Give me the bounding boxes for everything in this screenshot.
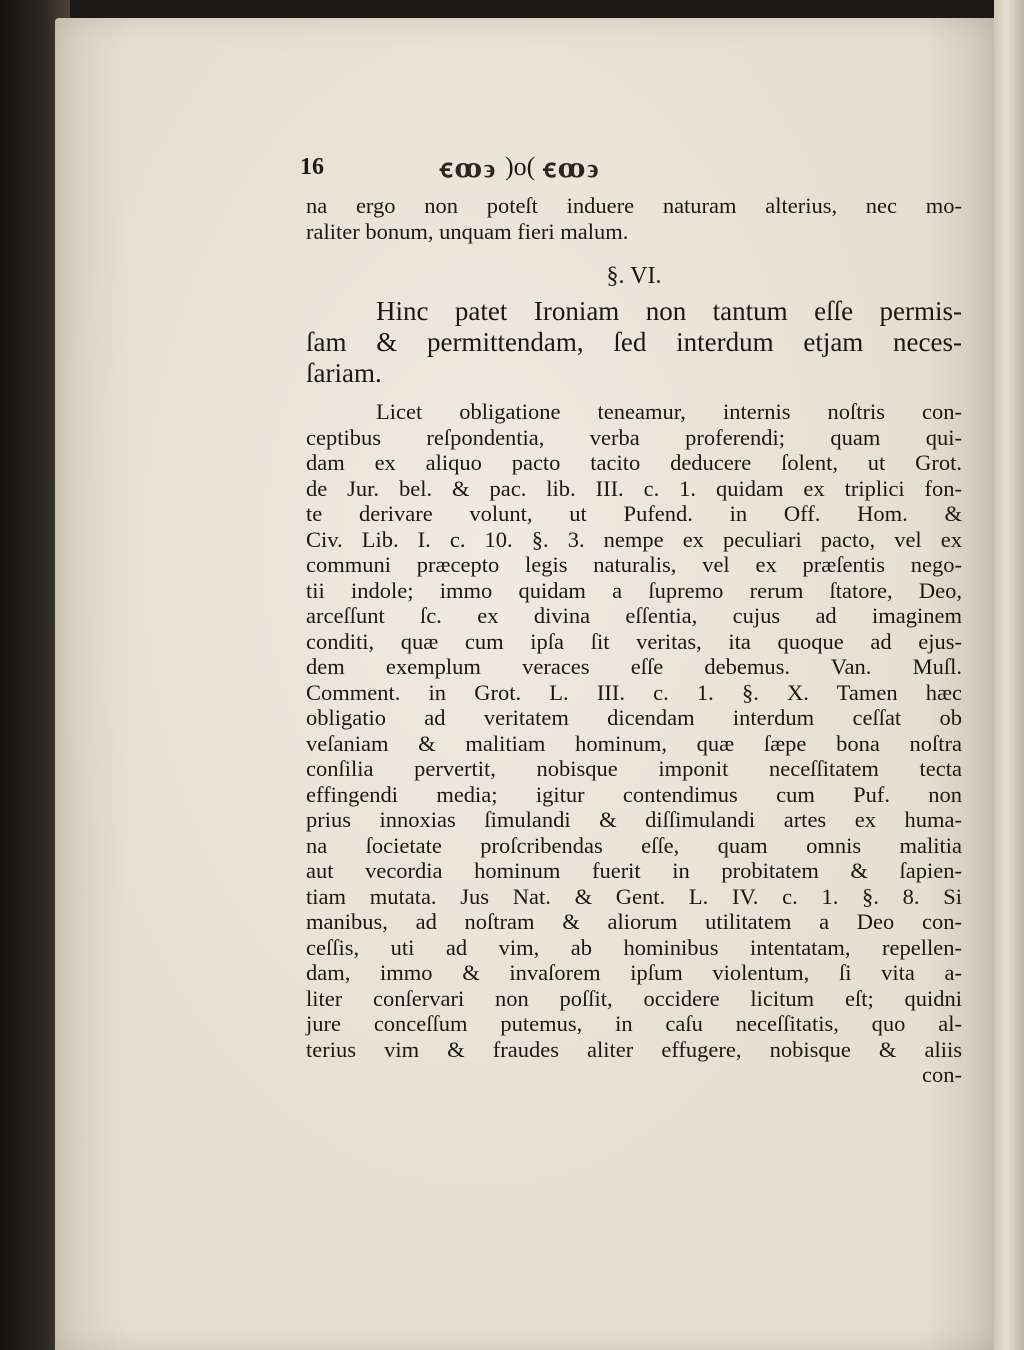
body-line: conſilia pervertit, nobisque imponit neceſſitatem tecta: [306, 756, 962, 781]
body-line: liter conſervari non poſſit, occidere licitum eſt; quidni: [306, 985, 962, 1011]
body-line: Licet obligatione teneamur, internis noſtris con-: [376, 399, 962, 424]
main-text: [306, 193, 962, 1088]
body-line: effingendi media; igitur contendimus cum Puf. non: [306, 781, 962, 807]
ornament-left-icon: ꞓꝏ϶: [440, 154, 497, 183]
running-header: [300, 142, 960, 192]
header-center-mark: )o(: [505, 152, 536, 181]
section-heading: §. VI.: [606, 263, 662, 289]
body-line: Civ. Lib. I. c. 10. §. 3. nempe ex peculiari pacto, vel ex: [306, 526, 962, 552]
body-line: dam, immo & invaſorem ipſum violentum, ſi vita a-: [306, 960, 962, 985]
body-line: communi præcepto legis naturalis, vel ex præſentis nego-: [306, 552, 962, 577]
page-number: 16: [300, 153, 324, 180]
body-line: arceſſunt ſc. ex divina eſſentia, cujus ad imaginem: [306, 603, 962, 628]
thesis-line: ſariam.: [306, 358, 382, 388]
body-line: de Jur. bel. & pac. lib. III. c. 1. quidam ex triplici fon-: [306, 475, 962, 501]
body-line: conditi, quæ cum ipſa ſit veritas, ita quoque ad ejus-: [306, 628, 962, 654]
body-line: na ſocietate proſcribendas eſſe, quam omnis malitia: [306, 832, 962, 858]
body-line: ceptibus reſpondentia, verba proferendi; quam qui-: [306, 424, 962, 450]
body-line: ceſſis, uti ad vim, ab hominibus intentatam, repellen-: [306, 934, 962, 960]
page-edge: [994, 0, 1024, 1350]
body-line: jure conceſſum putemus, in caſu neceſſitatis, quo al-: [306, 1011, 962, 1036]
body-line: obligatio ad veritatem dicendam interdum ceſſat ob: [306, 705, 962, 730]
body-line: manibus, ad noſtram & aliorum utilitatem a Deo con-: [306, 909, 962, 934]
continuation-line: na ergo non poteſt induere naturam alterius, nec mo-: [306, 193, 962, 218]
thesis-line: ſam & permittendam, ſed interdum etjam neces-: [306, 327, 962, 357]
body-line: aut vecordia hominum fuerit in probitatem & ſapien-: [306, 858, 962, 883]
body-line: prius innoxias ſimulandi & diſſimulandi artes ex huma-: [306, 807, 962, 832]
body-line: tiam mutata. Jus Nat. & Gent. L. IV. c. 1. §. 8. Si: [306, 883, 962, 909]
body-line: terius vim & fraudes aliter effugere, nobisque & aliis: [306, 1036, 962, 1062]
ornament-right-icon: ꞓꝏ϶: [543, 154, 601, 183]
body-line: dem exemplum veraces eſſe debemus. Van. Muſl.: [306, 654, 962, 679]
body-paragraph: [306, 399, 962, 1088]
catchword: con-: [922, 1062, 962, 1087]
body-line: dam ex aliquo pacto tacito deducere ſolent, ut Grot.: [306, 450, 962, 475]
continuation-line: raliter bonum, unquam fieri malum.: [306, 218, 629, 244]
body-line: veſaniam & malitiam hominum, quæ ſæpe bona noſtra: [306, 730, 962, 756]
body-line: Comment. in Grot. L. III. c. 1. §. X. Tamen hæc: [306, 679, 962, 705]
body-line: tii indole; immo quidam a ſupremo rerum ſtatore, Deo,: [306, 577, 962, 603]
thesis-line: Hinc patet Ironiam non tantum eſſe permis-: [376, 296, 962, 326]
body-line: te derivare volunt, ut Pufend. in Off. Hom. &: [306, 501, 962, 526]
